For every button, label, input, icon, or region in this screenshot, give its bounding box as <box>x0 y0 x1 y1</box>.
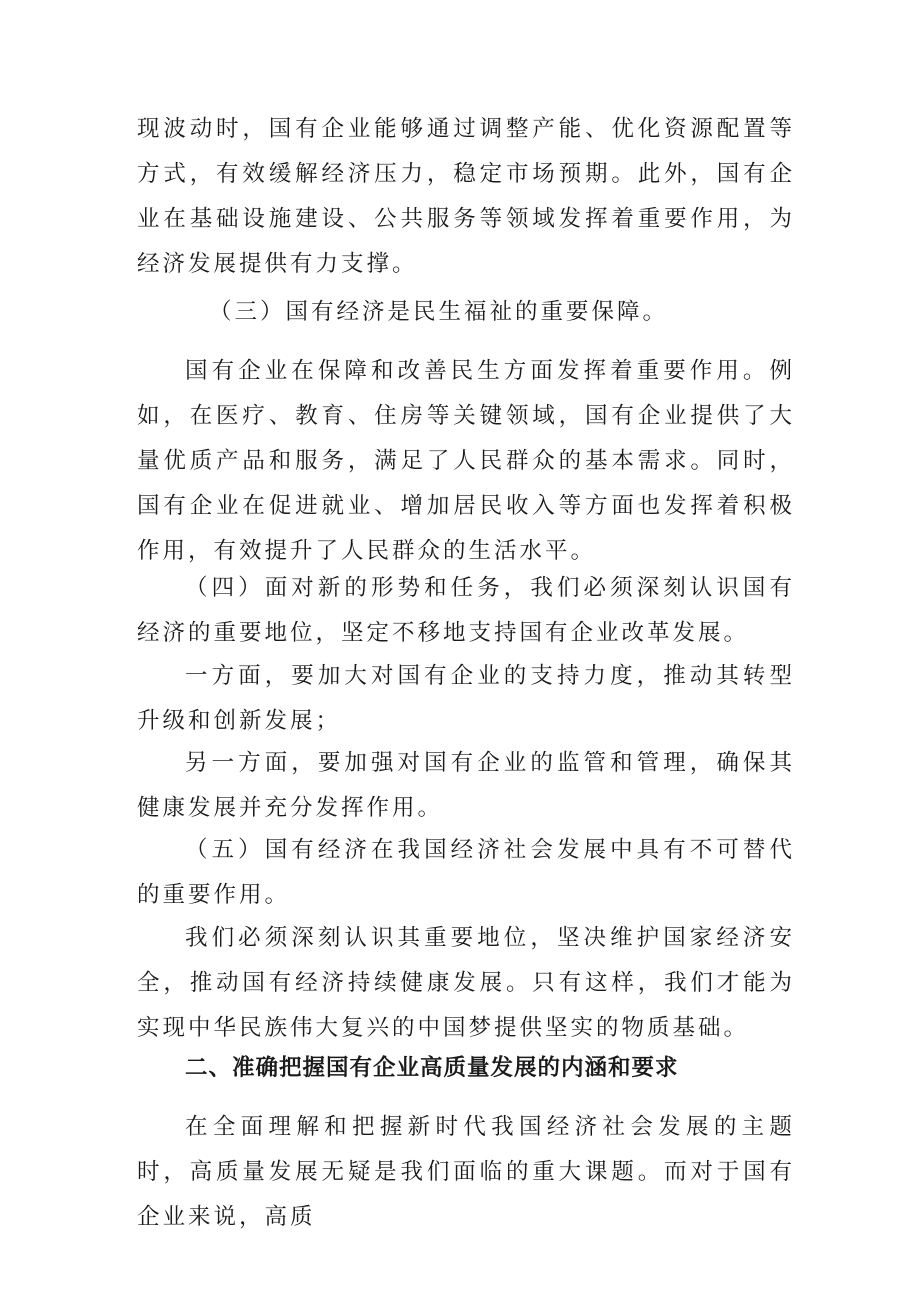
paragraph-livelihood: 国有企业在保障和改善民生方面发挥着重要作用。例如，在医疗、教育、住房等关键领域，国有企业提供了大量优质产品和服务，满足了人民群众的基本需求。同时，国有企业在促进就业、增加居民收入等方面也发挥着积极作用，有效提升了人民群众的生活水平。 <box>137 358 795 564</box>
subheading-four: （四）面对新的形势和任务，我们必须深刻认识国有经济的重要地位，坚定不移地支持国有企业改革发展。 <box>137 575 795 646</box>
subheading-five: （五）国有经济在我国经济社会发展中具有不可替代的重要作用。 <box>137 837 795 908</box>
paragraph-one-side: 一方面，要加大对国有企业的支持力度，推动其转型升级和创新发展； <box>137 663 795 734</box>
paragraph-other-side: 另一方面，要加强对国有企业的监管和管理，确保其健康发展并充分发挥作用。 <box>137 750 795 821</box>
paragraph-continuation: 现波动时，国有企业能够通过调整产能、优化资源配置等方式，有效缓解经济压力，稳定市场预期。此外，国有企业在基础设施建设、公共服务等领域发挥着重要作用，为经济发展提供有力支撑。 <box>137 116 795 277</box>
subheading-three: （三）国有经济是民生福祉的重要保障。 <box>209 299 669 325</box>
section-heading-two: 二、准确把握国有企业高质量发展的内涵和要求 <box>185 1055 679 1081</box>
paragraph-conclusion: 我们必须深刻认识其重要地位，坚决维护国家经济安全，推动国有经济持续健康发展。只有这样，我们才能为实现中华民族伟大复兴的中国梦提供坚实的物质基础。 <box>137 925 795 1041</box>
paragraph-quality-development: 在全面理解和把握新时代我国经济社会发展的主题时，高质量发展无疑是我们面临的重大课题。而对于国有企业来说，高质 <box>137 1114 795 1230</box>
